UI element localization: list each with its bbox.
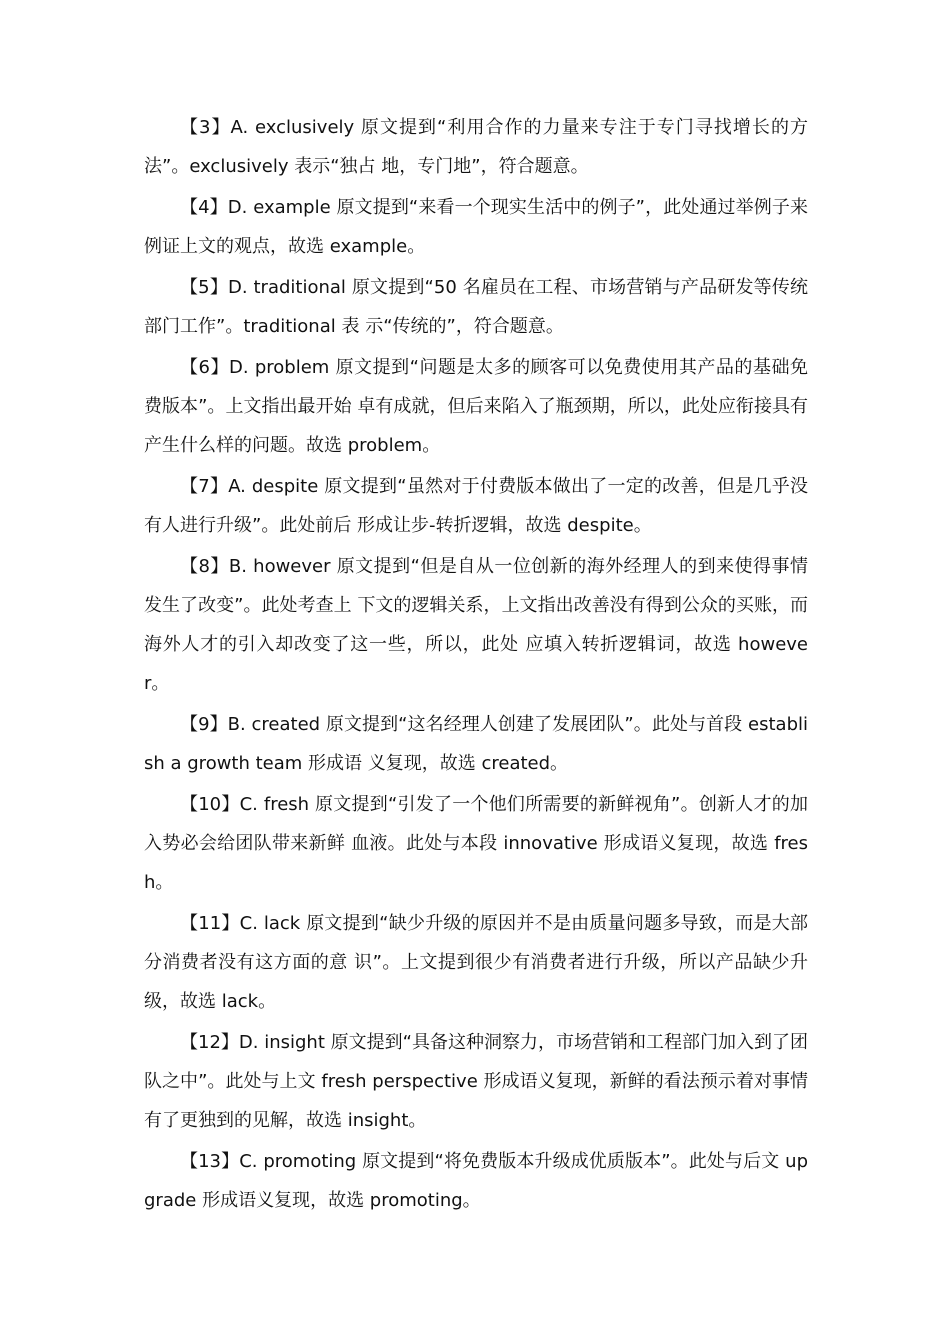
answer-8-paragraph: 【8】B. however 原文提到“但是自从一位创新的海外经理人的到来使得事情发生了改变”。此处考查上 下文的逻辑关系，上文指出改善没有得到公众的买账，而海外人才的引入却改变了这一些，所以，此处 应填入转折逻辑词，故选 however。 — [144, 556, 808, 694]
answer-12-paragraph: 【12】D. insight 原文提到“具备这种洞察力，市场营销和工程部门加入到了团队之中”。此处与上文 fresh perspective 形成语义复现，新鲜的看法预示着对事情有了更独到的见解，故选 insight。 — [144, 1032, 808, 1131]
answer-9-paragraph: 【9】B. created 原文提到“这名经理人创建了发展团队”。此处与首段 establish a growth team 形成语 义复现，故选 created。 — [144, 714, 808, 774]
answer-6-paragraph: 【6】D. problem 原文提到“问题是太多的顾客可以免费使用其产品的基础免费版本”。上文指出最开始 卓有成就，但后来陷入了瓶颈期，所以，此处应衔接具有产生什么样的问题。故选 problem。 — [144, 357, 808, 456]
answer-11-paragraph: 【11】C. lack 原文提到“缺少升级的原因并不是由质量问题多导致，而是大部分消费者没有这方面的意 识”。上文提到很少有消费者进行升级，所以产品缺少升级，故选 lack。 — [144, 913, 808, 1012]
answer-7-paragraph: 【7】A. despite 原文提到“虽然对于付费版本做出了一定的改善，但是几乎没有人进行升级”。此处前后 形成让步-转折逻辑，故选 despite。 — [144, 476, 808, 536]
answer-4-paragraph: 【4】D. example 原文提到“来看一个现实生活中的例子”，此处通过举例子来例证上文的观点，故选 example。 — [144, 197, 808, 257]
answer-3-paragraph: 【3】A. exclusively 原文提到“利用合作的力量来专注于专门寻找增长的方法”。exclusively 表示“独占 地，专门地”，符合题意。 — [144, 117, 808, 177]
answer-10-paragraph: 【10】C. fresh 原文提到“引发了一个他们所需要的新鲜视角”。创新人才的加入势必会给团队带来新鲜 血液。此处与本段 innovative 形成语义复现，故选 fresh。 — [144, 794, 808, 893]
answer-13-paragraph: 【13】C. promoting 原文提到“将免费版本升级成优质版本”。此处与后文 upgrade 形成语义复现，故选 promoting。 — [144, 1151, 808, 1211]
answer-5-paragraph: 【5】D. traditional 原文提到“50 名雇员在工程、市场营销与产品研发等传统部门工作”。traditional 表 示“传统的”，符合题意。 — [144, 277, 808, 337]
answer-explanations — [144, 108, 808, 1222]
